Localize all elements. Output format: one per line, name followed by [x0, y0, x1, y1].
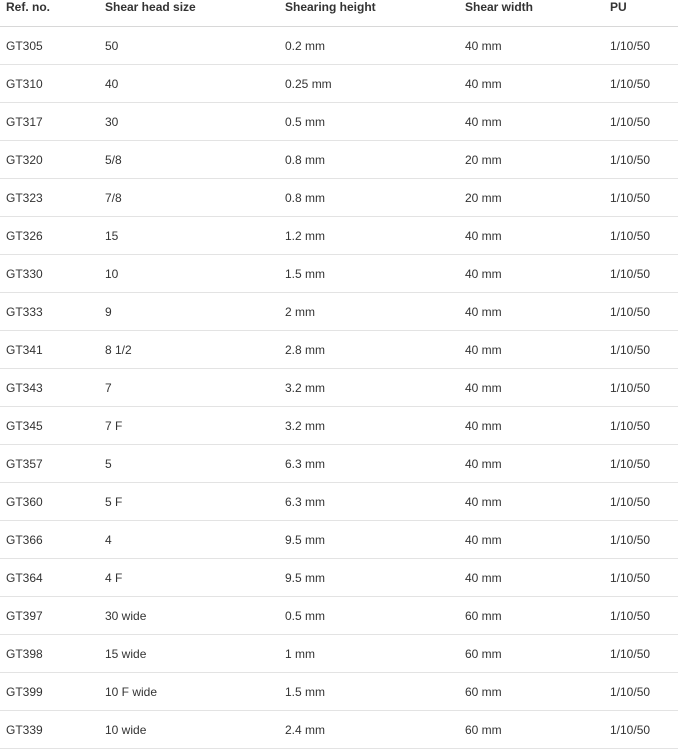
- cell-shearing-height: 1.5 mm: [285, 673, 465, 711]
- column-header-pu: PU: [610, 0, 678, 27]
- cell-shear-width: 40 mm: [465, 407, 610, 445]
- cell-shear-head-size: 8 1/2: [105, 331, 285, 369]
- table-row: [0, 711, 678, 749]
- cell-shearing-height: 1.2 mm: [285, 217, 465, 255]
- cell-ref-no: GT326: [0, 217, 105, 255]
- cell-shear-head-size: 40: [105, 65, 285, 103]
- cell-ref-no: GT364: [0, 559, 105, 597]
- cell-shear-head-size: 7 F: [105, 407, 285, 445]
- cell-pu: 1/10/50: [610, 445, 678, 483]
- table-body: [0, 27, 678, 749]
- cell-ref-no: GT399: [0, 673, 105, 711]
- cell-pu: 1/10/50: [610, 179, 678, 217]
- cell-shear-head-size: 30 wide: [105, 597, 285, 635]
- cell-ref-no: GT339: [0, 711, 105, 749]
- cell-shearing-height: 2.8 mm: [285, 331, 465, 369]
- cell-shearing-height: 0.8 mm: [285, 141, 465, 179]
- table-row: [0, 673, 678, 711]
- cell-shear-width: 40 mm: [465, 445, 610, 483]
- cell-shear-width: 40 mm: [465, 483, 610, 521]
- cell-shear-width: 40 mm: [465, 331, 610, 369]
- cell-shear-width: 40 mm: [465, 255, 610, 293]
- cell-shear-head-size: 30: [105, 103, 285, 141]
- cell-shearing-height: 6.3 mm: [285, 483, 465, 521]
- cell-shear-head-size: 15: [105, 217, 285, 255]
- cell-pu: 1/10/50: [610, 331, 678, 369]
- cell-pu: 1/10/50: [610, 217, 678, 255]
- cell-pu: 1/10/50: [610, 103, 678, 141]
- table-row: [0, 217, 678, 255]
- table-row: [0, 445, 678, 483]
- cell-shear-head-size: 9: [105, 293, 285, 331]
- cell-shear-head-size: 5 F: [105, 483, 285, 521]
- cell-shear-width: 40 mm: [465, 103, 610, 141]
- cell-shear-width: 60 mm: [465, 673, 610, 711]
- cell-shear-head-size: 5/8: [105, 141, 285, 179]
- table-header-row: [0, 0, 678, 27]
- table-row: [0, 635, 678, 673]
- cell-shearing-height: 0.5 mm: [285, 597, 465, 635]
- table-row: [0, 597, 678, 635]
- cell-shear-head-size: 4 F: [105, 559, 285, 597]
- table-row: [0, 369, 678, 407]
- cell-ref-no: GT341: [0, 331, 105, 369]
- cell-shear-head-size: 5: [105, 445, 285, 483]
- table-row: [0, 141, 678, 179]
- column-header-shearing-height: Shearing height: [285, 0, 465, 27]
- cell-ref-no: GT333: [0, 293, 105, 331]
- cell-pu: 1/10/50: [610, 407, 678, 445]
- cell-shearing-height: 3.2 mm: [285, 369, 465, 407]
- cell-pu: 1/10/50: [610, 559, 678, 597]
- table-row: [0, 559, 678, 597]
- cell-shear-width: 40 mm: [465, 293, 610, 331]
- cell-pu: 1/10/50: [610, 597, 678, 635]
- cell-shearing-height: 9.5 mm: [285, 521, 465, 559]
- cell-ref-no: GT323: [0, 179, 105, 217]
- cell-ref-no: GT366: [0, 521, 105, 559]
- cell-ref-no: GT310: [0, 65, 105, 103]
- table-header: [0, 0, 678, 27]
- cell-shearing-height: 6.3 mm: [285, 445, 465, 483]
- table-row: [0, 103, 678, 141]
- cell-ref-no: GT398: [0, 635, 105, 673]
- column-header-shear-head-size: Shear head size: [105, 0, 285, 27]
- cell-pu: 1/10/50: [610, 711, 678, 749]
- cell-shear-head-size: 10 wide: [105, 711, 285, 749]
- cell-shear-width: 20 mm: [465, 179, 610, 217]
- cell-ref-no: GT343: [0, 369, 105, 407]
- cell-shearing-height: 2.4 mm: [285, 711, 465, 749]
- cell-shearing-height: 0.5 mm: [285, 103, 465, 141]
- cell-ref-no: GT357: [0, 445, 105, 483]
- cell-shearing-height: 0.8 mm: [285, 179, 465, 217]
- cell-ref-no: GT317: [0, 103, 105, 141]
- cell-pu: 1/10/50: [610, 293, 678, 331]
- table-row: [0, 255, 678, 293]
- cell-ref-no: GT360: [0, 483, 105, 521]
- cell-pu: 1/10/50: [610, 483, 678, 521]
- table-row: [0, 27, 678, 65]
- cell-shear-head-size: 7: [105, 369, 285, 407]
- cell-shearing-height: 1 mm: [285, 635, 465, 673]
- cell-shear-width: 40 mm: [465, 369, 610, 407]
- table-row: [0, 407, 678, 445]
- table-row: [0, 521, 678, 559]
- cell-pu: 1/10/50: [610, 255, 678, 293]
- cell-pu: 1/10/50: [610, 673, 678, 711]
- cell-shear-width: 40 mm: [465, 217, 610, 255]
- column-header-shear-width: Shear width: [465, 0, 610, 27]
- cell-shear-width: 60 mm: [465, 635, 610, 673]
- cell-shear-head-size: 7/8: [105, 179, 285, 217]
- cell-pu: 1/10/50: [610, 141, 678, 179]
- table-row: [0, 483, 678, 521]
- cell-shearing-height: 0.2 mm: [285, 27, 465, 65]
- cell-shear-width: 60 mm: [465, 597, 610, 635]
- cell-shearing-height: 0.25 mm: [285, 65, 465, 103]
- cell-pu: 1/10/50: [610, 65, 678, 103]
- cell-shear-width: 40 mm: [465, 559, 610, 597]
- cell-ref-no: GT305: [0, 27, 105, 65]
- table-row: [0, 179, 678, 217]
- cell-shearing-height: 3.2 mm: [285, 407, 465, 445]
- cell-pu: 1/10/50: [610, 635, 678, 673]
- cell-shear-head-size: 10 F wide: [105, 673, 285, 711]
- cell-shear-width: 40 mm: [465, 65, 610, 103]
- cell-shear-width: 40 mm: [465, 27, 610, 65]
- cell-shear-head-size: 50: [105, 27, 285, 65]
- cell-shear-head-size: 15 wide: [105, 635, 285, 673]
- cell-shear-head-size: 10: [105, 255, 285, 293]
- cell-ref-no: GT345: [0, 407, 105, 445]
- cell-shear-width: 20 mm: [465, 141, 610, 179]
- cell-pu: 1/10/50: [610, 369, 678, 407]
- cell-shearing-height: 1.5 mm: [285, 255, 465, 293]
- cell-ref-no: GT320: [0, 141, 105, 179]
- cell-shear-head-size: 4: [105, 521, 285, 559]
- cell-pu: 1/10/50: [610, 27, 678, 65]
- cell-ref-no: GT397: [0, 597, 105, 635]
- cell-shear-width: 40 mm: [465, 521, 610, 559]
- table-row: [0, 293, 678, 331]
- cell-shearing-height: 2 mm: [285, 293, 465, 331]
- cell-shear-width: 60 mm: [465, 711, 610, 749]
- cell-pu: 1/10/50: [610, 521, 678, 559]
- cell-ref-no: GT330: [0, 255, 105, 293]
- table-row: [0, 65, 678, 103]
- table-row: [0, 331, 678, 369]
- column-header-ref-no: Ref. no.: [0, 0, 105, 27]
- cell-shearing-height: 9.5 mm: [285, 559, 465, 597]
